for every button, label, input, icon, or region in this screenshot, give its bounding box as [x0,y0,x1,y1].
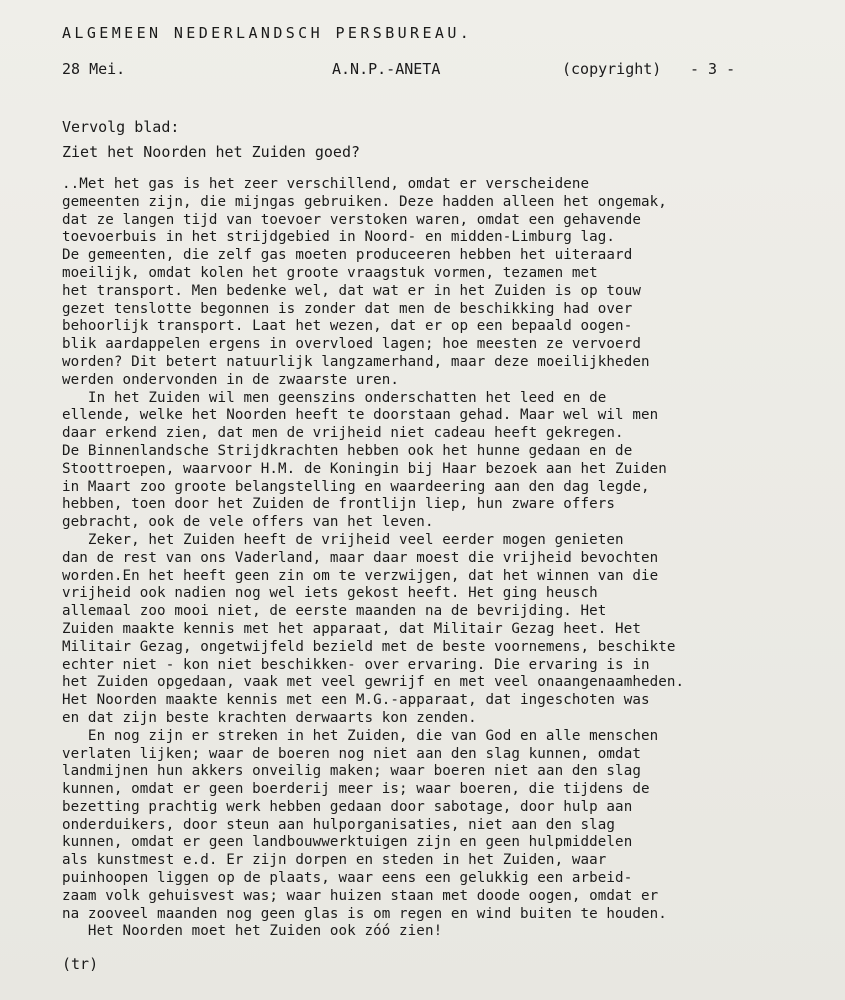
body-line: worden? Dit betert natuurlijk langzamerhand, maar deze moeilijkheden [62,353,650,370]
body-line: als kunstmest e.d. Er zijn dorpen en steden in het Zuiden, waar [62,852,607,869]
body-line: ..Met het gas is het zeer verschillend, omdat er verscheidene [62,176,590,192]
body-line: Het Noorden moet het Zuiden ook zóó zien! [62,923,443,940]
body-line: De Binnenlandsche Strijdkrachten hebben ook het hunne gedaan en de [62,442,633,459]
body-line: vrijheid ook nadien nog wel iets gekost heeft. Het ging heusch [62,585,598,602]
body-line: Het Noorden maakte kennis met een M.G.-apparaat, dat ingeschoten was [62,692,650,709]
body-line: gemeenten zijn, die mijngas gebruiken. Deze hadden alleen het ongemak, [62,193,667,210]
body-line: landmijnen hun akkers onveilig maken; waar boeren niet aan den slag [62,763,641,780]
date: 28 Mei. [62,60,126,78]
body-line: kunnen, omdat er geen boerderij meer is; waar boeren, die tijdens de [62,781,650,798]
body-line: het transport. Men bedenke wel, dat wat er in het Zuiden is op touw [62,282,641,299]
body-line: Zuiden maakte kennis met het apparaat, dat Militair Gezag heet. Het [62,620,641,637]
body-line: De gemeenten, die zelf gas moeten produceeren hebben het uiteraard [62,247,633,264]
body-line: ellende, welke het Noorden heeft te doorstaan gehad. Maar wel wil men [62,407,659,424]
article-title: Ziet het Noorden het Zuiden goed? [62,143,361,161]
body-line: dan de rest van ons Vaderland, maar daar moest die vrijheid bevochten [62,549,659,566]
continuation-label: Vervolg blad: [62,118,180,136]
body-line: werden ondervonden in de zwaarste uren. [62,371,400,388]
body-line: In het Zuiden wil men geenszins onderschatten het leed en de [62,389,607,406]
body-line: Militair Gezag, ongetwijfeld bezield met de beste voornemens, beschikte [62,638,676,655]
body-line: na zooveel maanden nog geen glas is om regen en wind buiten te houden. [62,905,667,922]
body-line: gebracht, ook de vele offers van het leven. [62,514,434,531]
body-line: echter niet - kon niet beschikken- over ervaring. Die ervaring is in [62,656,650,673]
body-line: daar erkend zien, dat men de vrijheid niet cadeau heeft gekregen. [62,425,624,442]
body-line: onderduikers, door steun aan hulporganisaties, niet aan den slag [62,816,616,833]
body-line: allemaal zoo mooi niet, de eerste maanden na de bevrijding. Het [62,603,607,620]
body-line: blik aardappelen ergens in overvloed lagen; hoe meesten ze vervoerd [62,336,641,353]
body-line: bezetting prachtig werk hebben gedaan door sabotage, door hulp aan [62,798,633,815]
signoff: (tr) [62,955,99,973]
body-line: Stoottroepen, waarvoor H.M. de Koningin bij Haar bezoek aan het Zuiden [62,460,667,477]
body-line: dat ze langen tijd van toevoer verstoken waren, omdat een gehavende [62,211,641,228]
body-line: en dat zijn beste krachten derwaarts kon zenden. [62,709,477,726]
body-line: En nog zijn er streken in het Zuiden, die van God en alle menschen [62,727,659,744]
body-line: het Zuiden opgedaan, vaak met veel gewrijf en met veel onaangenaamheden. [62,674,685,691]
body-line: worden.En het heeft geen zin om te verzwijgen, dat het winnen van die [62,567,659,584]
body-line: zaam volk gehuisvest was; waar huizen staan met doode oogen, omdat er [62,887,659,904]
copyright-note: (copyright) [562,60,662,78]
body-line: in Maart zoo groote belangstelling en waardeering aan den dag legde, [62,478,650,495]
body-line: gezet tenslotte begonnen is zonder dat men de beschikking had over [62,300,633,317]
body-line: hebben, toen door het Zuiden de frontlijn liep, hun zware offers [62,496,616,513]
article-body [62,176,837,941]
body-line: verlaten lijken; waar de boeren nog niet aan den slag kunnen, omdat [62,745,641,762]
body-line: puinhoopen liggen op de plaats, waar eens een gelukkig een arbeid- [62,870,633,887]
body-line: Zeker, het Zuiden heeft de vrijheid veel eerder mogen genieten [62,531,624,548]
agency-masthead: ALGEMEEN NEDERLANDSCH PERSBUREAU. [62,24,473,42]
news-source: A.N.P.-ANETA [332,60,441,78]
page-number: - 3 - [690,60,736,78]
body-line: kunnen, omdat er geen landbouwwerktuigen zijn en geen hulpmiddelen [62,834,633,851]
body-line: moeilijk, omdat kolen het groote vraagstuk vormen, tezamen met [62,264,598,281]
body-line: behoorlijk transport. Laat het wezen, dat er op een bepaald oogen- [62,318,633,335]
body-line: toevoerbuis in het strijdgebied in Noord- en midden-Limburg lag. [62,229,616,246]
